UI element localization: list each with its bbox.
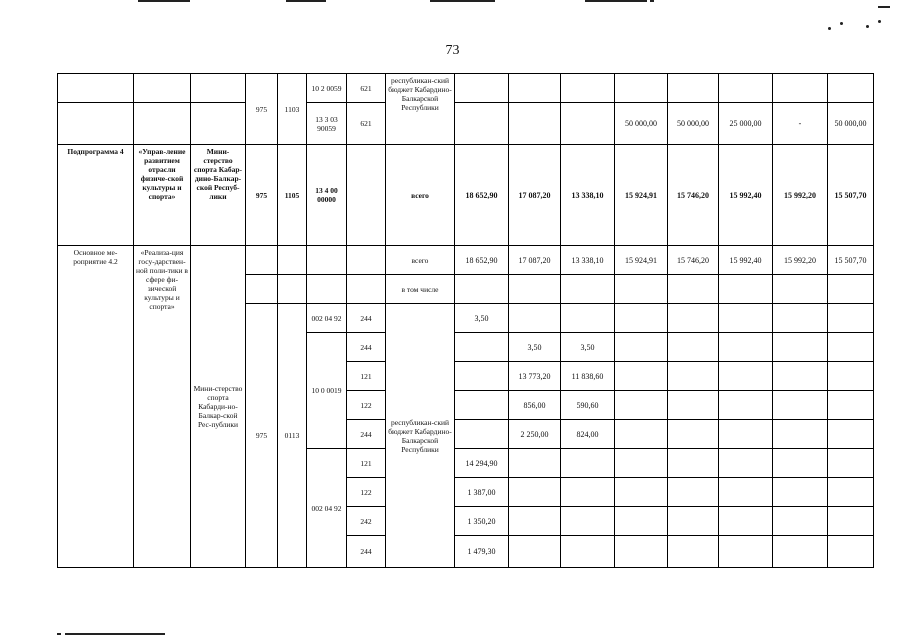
vr-cell: 242 [347, 507, 386, 536]
value-cell: 2 250,00 [509, 420, 561, 449]
budget-table [57, 73, 874, 568]
scan-speck [866, 25, 869, 28]
table-cell [773, 333, 828, 362]
value-cell: 3,50 [561, 333, 615, 362]
value-cell: - [773, 103, 828, 145]
table-cell [191, 103, 246, 145]
table-cell [278, 246, 307, 275]
rzpr-cell: 0113 [278, 304, 307, 568]
vr-cell [347, 145, 386, 246]
table-cell [773, 420, 828, 449]
table-cell [561, 449, 615, 478]
table-cell [828, 420, 874, 449]
table-cell [773, 507, 828, 536]
table-cell [719, 333, 773, 362]
value-cell: 17 087,20 [509, 246, 561, 275]
csr-cell: 002 04 92 [307, 304, 347, 333]
table-cell [615, 420, 668, 449]
table-cell [828, 74, 874, 103]
value-cell: 17 087,20 [509, 145, 561, 246]
source-cell: республикан-ский бюджет Кабардино-Балкарской Республики [386, 74, 455, 145]
value-cell: 15 924,91 [615, 246, 668, 275]
table-cell [455, 103, 509, 145]
csr-cell: 13 3 03 90059 [307, 103, 347, 145]
value-cell: 15 924,91 [615, 145, 668, 246]
table-cell [561, 103, 615, 145]
table-cell [719, 74, 773, 103]
scan-line [138, 0, 190, 2]
table-cell [509, 74, 561, 103]
value-cell: 50 000,00 [615, 103, 668, 145]
status-cell: Основное ме-роприятие 4.2 [58, 246, 134, 568]
table-cell [668, 304, 719, 333]
table-cell [773, 304, 828, 333]
table-cell [828, 507, 874, 536]
grbs-cell: 975 [246, 145, 278, 246]
table-cell [719, 478, 773, 507]
vr-cell: 621 [347, 74, 386, 103]
table-cell [307, 246, 347, 275]
table-cell [719, 362, 773, 391]
table-cell [509, 478, 561, 507]
table-cell [668, 275, 719, 304]
table-cell [134, 103, 191, 145]
vr-cell: 244 [347, 304, 386, 333]
table-cell [561, 74, 615, 103]
value-cell: 50 000,00 [828, 103, 874, 145]
executor-cell: Мини-стерство спорта Кабар-дино-Балкар-ской Респуб-лики [191, 145, 246, 246]
table-cell [246, 275, 278, 304]
table-row [58, 74, 874, 103]
source-cell: всего [386, 246, 455, 275]
value-cell: 15 992,40 [719, 145, 773, 246]
grbs-cell: 975 [246, 304, 278, 568]
table-cell [455, 333, 509, 362]
table-cell [719, 304, 773, 333]
table-cell [668, 362, 719, 391]
table-cell [278, 275, 307, 304]
table-row [58, 145, 874, 246]
value-cell: 15 507,70 [828, 246, 874, 275]
table-cell [561, 275, 615, 304]
table-cell [828, 362, 874, 391]
table-cell [719, 391, 773, 420]
value-cell: 15 992,20 [773, 246, 828, 275]
table-cell [668, 74, 719, 103]
csr-cell: 10 0 0019 [307, 333, 347, 449]
table-cell [347, 246, 386, 275]
value-cell: 1 479,30 [455, 536, 509, 568]
table-cell [668, 391, 719, 420]
table-cell [773, 449, 828, 478]
table-cell [509, 275, 561, 304]
table-cell [58, 74, 134, 103]
value-cell: 11 838,60 [561, 362, 615, 391]
table-cell [134, 74, 191, 103]
scan-line [878, 6, 890, 8]
csr-cell: 13 4 00 00000 [307, 145, 347, 246]
table-cell [615, 536, 668, 568]
vr-cell: 244 [347, 420, 386, 449]
table-cell [455, 362, 509, 391]
value-cell: 18 652,90 [455, 145, 509, 246]
table-cell [615, 391, 668, 420]
value-cell: 856,00 [509, 391, 561, 420]
scan-line [65, 633, 165, 635]
table-cell [828, 449, 874, 478]
grbs-cell: 975 [246, 74, 278, 145]
table-cell [509, 304, 561, 333]
table-cell [615, 449, 668, 478]
table-cell [828, 536, 874, 568]
table-cell [668, 507, 719, 536]
table-cell [455, 275, 509, 304]
scan-speck [840, 22, 843, 25]
vr-cell: 244 [347, 536, 386, 568]
name-cell: «Реализа-ция госу-дарствен-ной поли-тики в сфере фи-зической культуры и спорта» [134, 246, 191, 568]
name-cell: «Управ-ление развитием отрасли физиче-ской культуры и спорта» [134, 145, 191, 246]
vr-cell: 244 [347, 333, 386, 362]
source-cell: всего [386, 145, 455, 246]
table-cell [773, 275, 828, 304]
rzpr-cell: 1105 [278, 145, 307, 246]
table-cell [668, 449, 719, 478]
table-cell [509, 103, 561, 145]
table-cell [455, 391, 509, 420]
vr-cell: 121 [347, 449, 386, 478]
value-cell: 15 992,40 [719, 246, 773, 275]
table-cell [828, 478, 874, 507]
scan-line [286, 0, 326, 2]
table-cell [828, 275, 874, 304]
value-cell: 1 350,20 [455, 507, 509, 536]
csr-cell: 10 2 0059 [307, 74, 347, 103]
table-cell [773, 391, 828, 420]
table-cell [828, 333, 874, 362]
value-cell: 14 294,90 [455, 449, 509, 478]
value-cell: 13 338,10 [561, 145, 615, 246]
table-cell [615, 74, 668, 103]
value-cell: 13 773,20 [509, 362, 561, 391]
scan-line [57, 633, 61, 635]
table-cell [561, 478, 615, 507]
vr-cell: 122 [347, 391, 386, 420]
scan-speck [878, 20, 881, 23]
value-cell: 824,00 [561, 420, 615, 449]
table-cell [668, 478, 719, 507]
value-cell: 18 652,90 [455, 246, 509, 275]
value-cell: 15 992,20 [773, 145, 828, 246]
vr-cell: 621 [347, 103, 386, 145]
scan-line [430, 0, 495, 2]
table-cell [347, 275, 386, 304]
table-cell [668, 420, 719, 449]
table-cell [615, 275, 668, 304]
scan-speck [828, 27, 831, 30]
table-cell [615, 507, 668, 536]
table-cell [828, 304, 874, 333]
table-cell [719, 507, 773, 536]
scan-line [650, 0, 654, 2]
value-cell: 13 338,10 [561, 246, 615, 275]
source-cell: республикан-ский бюджет Кабардино-Балкарской Республики [386, 304, 455, 568]
table-cell [191, 74, 246, 103]
scan-line [585, 0, 647, 2]
table-cell [246, 246, 278, 275]
value-cell: 3,50 [455, 304, 509, 333]
table-cell [561, 536, 615, 568]
table-cell [509, 536, 561, 568]
table-cell [828, 391, 874, 420]
table-cell [307, 275, 347, 304]
table-row [58, 103, 874, 145]
table-cell [719, 275, 773, 304]
table-cell [561, 507, 615, 536]
table-cell [509, 449, 561, 478]
table-cell [615, 478, 668, 507]
status-cell: Подпрограмма 4 [58, 145, 134, 246]
source-cell: в том числе [386, 275, 455, 304]
value-cell: 15 507,70 [828, 145, 874, 246]
table-cell [668, 536, 719, 568]
rzpr-cell: 1103 [278, 74, 307, 145]
table-cell [773, 536, 828, 568]
table-cell [615, 362, 668, 391]
vr-cell: 121 [347, 362, 386, 391]
table-cell [773, 478, 828, 507]
csr-cell: 002 04 92 [307, 449, 347, 568]
table-cell [455, 420, 509, 449]
table-cell [719, 449, 773, 478]
value-cell: 1 387,00 [455, 478, 509, 507]
table-cell [773, 362, 828, 391]
table-cell [773, 74, 828, 103]
value-cell: 25 000,00 [719, 103, 773, 145]
table-cell [719, 536, 773, 568]
page-number: 73 [445, 43, 460, 58]
table-cell [509, 507, 561, 536]
executor-cell: Мини-стерство спорта Кабарди-но-Балкар-ской Рес-публики [191, 246, 246, 568]
table-cell [615, 333, 668, 362]
table-cell [58, 103, 134, 145]
value-cell: 50 000,00 [668, 103, 719, 145]
value-cell: 590,60 [561, 391, 615, 420]
table-row [58, 246, 874, 275]
value-cell: 15 746,20 [668, 246, 719, 275]
table-cell [561, 304, 615, 333]
value-cell: 3,50 [509, 333, 561, 362]
table-cell [615, 304, 668, 333]
vr-cell: 122 [347, 478, 386, 507]
table-cell [455, 74, 509, 103]
value-cell: 15 746,20 [668, 145, 719, 246]
table-cell [719, 420, 773, 449]
table-cell [668, 333, 719, 362]
